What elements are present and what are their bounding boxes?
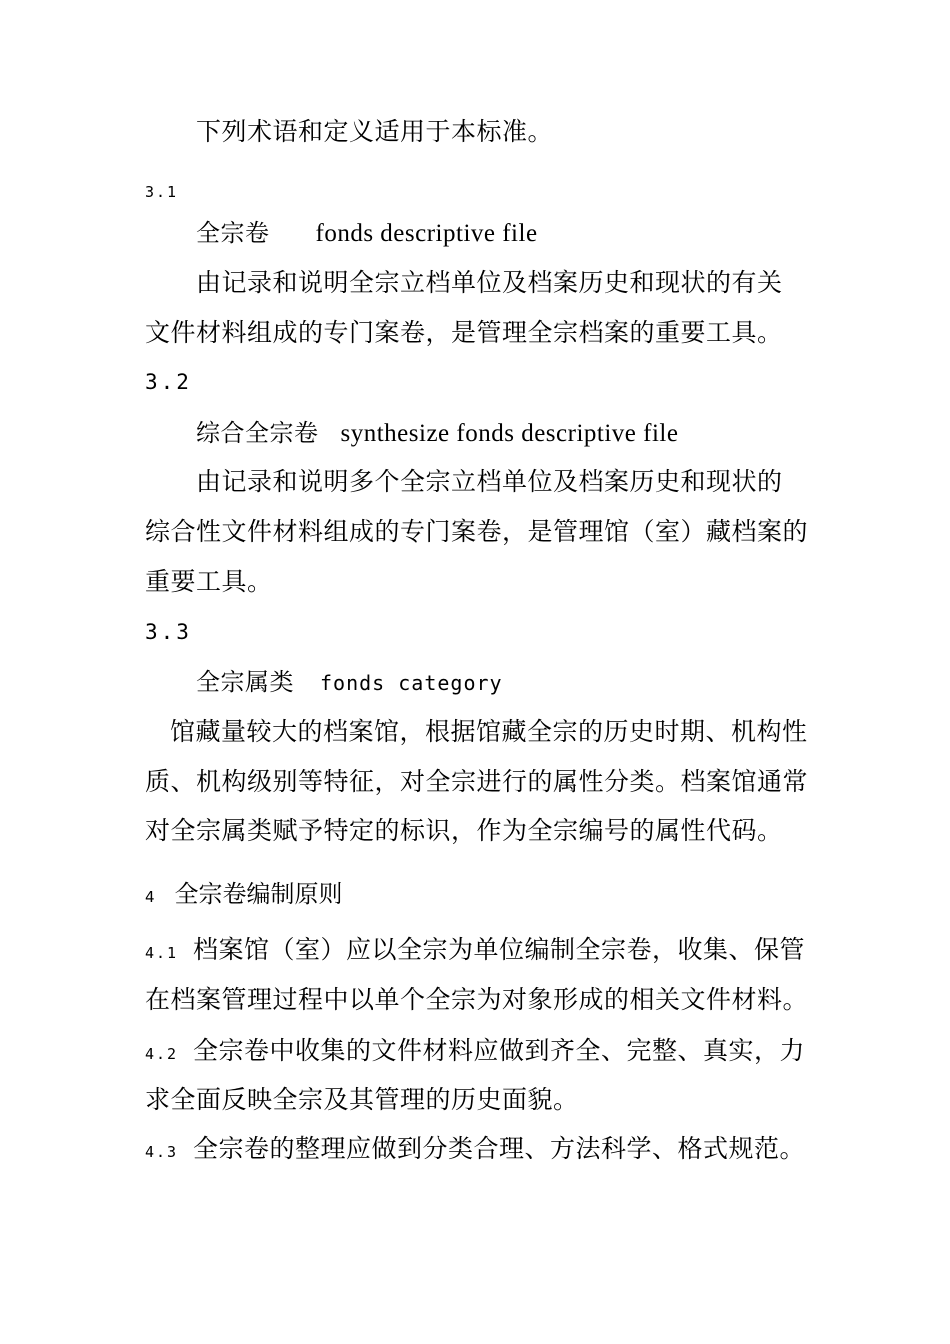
term-number-3-2: 3.2 <box>145 370 192 394</box>
term-3-1-english: fonds descriptive file <box>315 220 538 247</box>
intro-text: 下列术语和定义适用于本标准。 <box>196 117 554 146</box>
term-3-3-definition-line-3: 对全宗属类赋予特定的标识，作为全宗编号的属性代码。 <box>145 816 783 845</box>
clause-4-2-line-1 <box>145 1036 805 1069</box>
clause-4-3-number: 4.3 <box>145 1143 179 1161</box>
clause-4-1-text-1: 档案馆（室）应以全宗为单位编制全宗卷，收集、保管 <box>193 935 806 964</box>
term-3-2-definition-line-2: 综合性文件材料组成的专门案卷，是管理馆（室）藏档案的 <box>145 517 809 546</box>
term-3-3-chinese: 全宗属类 <box>196 668 294 696</box>
term-3-3-definition-line-1: 馆藏量较大的档案馆，根据馆藏全宗的历史时期、机构性 <box>170 717 808 746</box>
clause-4-2-line-2: 求全面反映全宗及其管理的历史面貌。 <box>145 1085 579 1114</box>
term-3-2-definition-line-1: 由记录和说明多个全宗立档单位及档案历史和现状的 <box>196 467 783 496</box>
term-3-2-chinese: 综合全宗卷 <box>196 419 319 447</box>
clause-4-3-text-1: 全宗卷的整理应做到分类合理、方法科学、格式规范。 <box>193 1134 806 1163</box>
clause-4-1-line-1 <box>145 935 805 968</box>
term-3-3-definition-line-2: 质、机构级别等特征，对全宗进行的属性分类。档案馆通常 <box>145 767 809 796</box>
term-3-3-english: fonds category <box>320 671 503 695</box>
section-4-title: 全宗卷编制原则 <box>174 880 343 908</box>
clause-4-1-line-2: 在档案管理过程中以单个全宗为对象形成的相关文件材料。 <box>145 985 809 1014</box>
term-number-3-1: 3.1 <box>145 183 179 201</box>
clause-4-2-text-1: 全宗卷中收集的文件材料应做到齐全、完整、真实，力 <box>193 1036 806 1065</box>
term-3-1-heading <box>196 218 538 249</box>
clause-4-1-number: 4.1 <box>145 944 179 962</box>
term-3-2-definition-line-3: 重要工具。 <box>145 567 273 596</box>
section-4-number: 4 <box>145 888 155 906</box>
term-3-2-english: synthesize fonds descriptive file <box>340 420 679 447</box>
term-3-3-heading <box>196 667 503 698</box>
term-number-3-3: 3.3 <box>145 620 192 644</box>
term-3-2-heading <box>196 418 678 449</box>
term-3-1-definition-line-2: 文件材料组成的专门案卷，是管理全宗档案的重要工具。 <box>145 318 783 347</box>
term-3-1-chinese: 全宗卷 <box>196 219 270 247</box>
term-3-1-definition-line-1: 由记录和说明全宗立档单位及档案历史和现状的有关 <box>196 268 783 297</box>
clause-4-2-number: 4.2 <box>145 1045 179 1063</box>
section-4-heading <box>145 874 343 909</box>
clause-4-3-line-1 <box>145 1134 805 1167</box>
